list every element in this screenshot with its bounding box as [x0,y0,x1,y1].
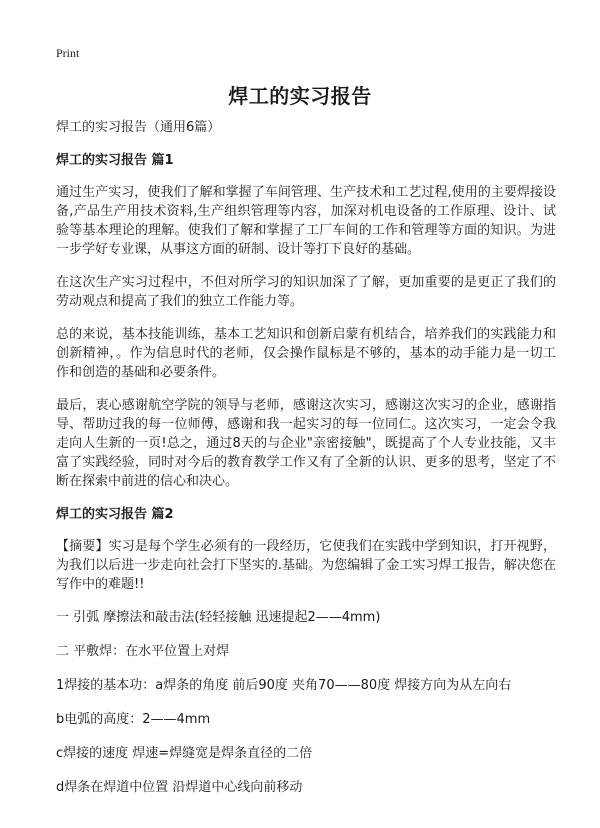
section1-paragraph-4: 最后，衷心感谢航空学院的领导与老师，感谢这次实习，感谢这次实习的企业，感谢指导、帮助过我的每一位师傅，感谢和我一起实习的每一位同仁。这次实习，一定会令我走向人生新的一页!总之，通过8天的与企业"亲密接触"，既提高了个人专业技能，又丰富了实践经验，同时对今后的教育教学工作又有了全新的认识、更多的思考，坚定了不断在探索中前进的信心和决心。 [56,398,556,489]
section2-line-2: 二 平敷焊：在水平位置上对焊 [56,644,230,659]
document-subtitle: 焊工的实习报告（通用6篇） [56,120,221,135]
section2-line-6: d焊条在焊道中位置 沿焊道中心线向前移动 [56,780,303,795]
section-heading-1: 焊工的实习报告 篇1 [56,153,174,168]
section1-paragraph-1: 通过生产实习，使我们了解和掌握了车间管理、生产技术和工艺过程,使用的主要焊接设备,产品生产用技术资料,生产组织管理等内容，加深对机电设备的工作原理、设计、试验等基本理论的理解。使我们了解和掌握了工厂车间的工作和管理等方面的知识。为进一步学好专业课，从事这方面的研制、设计等打下良好的基础。 [56,185,556,257]
section2-line-5: c焊接的速度 焊速=焊缝宽是焊条直径的二倍 [56,746,313,761]
section1-paragraph-2: 在这次生产实习过程中，不但对所学习的知识加深了了解，更加重要的是更正了我们的劳动观点和提高了我们的独立工作能力等。 [56,275,556,309]
document-title: 焊工的实习报告 [228,84,372,108]
section-heading-2: 焊工的实习报告 篇2 [56,507,174,522]
section2-line-1: 一 引弧 摩擦法和敲击法(轻轻接触 迅速提起2——4mm) [56,610,381,625]
section2-line-3: 1焊接的基本功：a焊条的角度 前后90度 夹角70——80度 焊接方向为从左向右 [56,678,512,693]
section2-line-4: b电弧的高度：2——4mm [56,712,211,727]
section2-intro: 【摘要】实习是每个学生必须有的一段经历，它使我们在实践中学到知识，打开视野，为我们以后进一步走向社会打下坚实的.基础。为您编辑了金工实习焊工报告，解决您在写作中的难题!! [56,539,556,592]
document-body [56,118,556,812]
print-label: Print [56,46,80,60]
section1-paragraph-3: 总的来说，基本技能训练，基本工艺知识和创新启蒙有机结合，培养我们的实践能力和创新精神，。作为信息时代的老师，仅会操作鼠标是不够的，基本的动手能力是一切工作和创造的基础和必要条件。 [56,327,556,380]
